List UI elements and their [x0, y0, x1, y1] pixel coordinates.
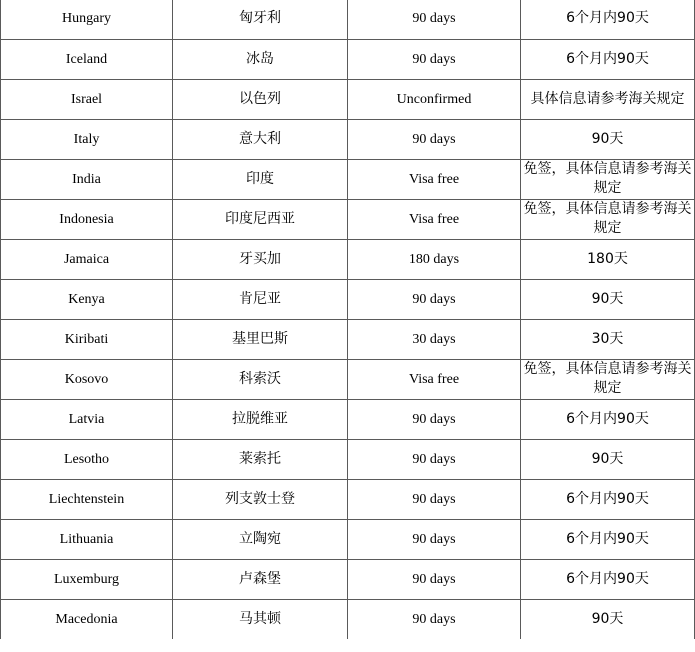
chinese-name-cell: 肯尼亚 [173, 279, 348, 319]
table-row [1, 0, 695, 39]
table-row [1, 519, 695, 559]
chinese-name-cell: 立陶宛 [173, 519, 348, 559]
table-row [1, 279, 695, 319]
stay-duration-cn-cell: 6个月内90天 [521, 399, 695, 439]
chinese-name-cell: 匈牙利 [173, 0, 348, 39]
country-name-cell: Kiribati [1, 319, 173, 359]
chinese-name-cell: 印度 [173, 159, 348, 199]
stay-duration-cn-cell: 90天 [521, 599, 695, 639]
stay-duration-cell: 90 days [348, 519, 521, 559]
chinese-name-cell: 列支敦士登 [173, 479, 348, 519]
stay-duration-cn-cell: 6个月内90天 [521, 479, 695, 519]
stay-duration-cell: 90 days [348, 119, 521, 159]
table-row [1, 239, 695, 279]
country-name-cell: Lithuania [1, 519, 173, 559]
chinese-name-cell: 基里巴斯 [173, 319, 348, 359]
stay-duration-cell: Visa free [348, 159, 521, 199]
table-row [1, 119, 695, 159]
chinese-name-cell: 冰岛 [173, 39, 348, 79]
table-row [1, 559, 695, 599]
stay-duration-cn-cell: 30天 [521, 319, 695, 359]
chinese-name-cell: 意大利 [173, 119, 348, 159]
country-name-cell: Iceland [1, 39, 173, 79]
country-name-cell: Kenya [1, 279, 173, 319]
table-row [1, 39, 695, 79]
chinese-name-cell: 科索沃 [173, 359, 348, 399]
country-name-cell: Luxemburg [1, 559, 173, 599]
visa-table-body [1, 0, 695, 639]
country-name-cell: Macedonia [1, 599, 173, 639]
stay-duration-cn-cell: 6个月内90天 [521, 0, 695, 39]
stay-duration-cell: 180 days [348, 239, 521, 279]
stay-duration-cell: 90 days [348, 439, 521, 479]
stay-duration-cn-cell: 6个月内90天 [521, 559, 695, 599]
stay-duration-cell: Visa free [348, 199, 521, 239]
stay-duration-cn-cell: 90天 [521, 439, 695, 479]
country-name-cell: Indonesia [1, 199, 173, 239]
country-name-cell: Liechtenstein [1, 479, 173, 519]
stay-duration-cell: 90 days [348, 479, 521, 519]
stay-duration-cn-cell: 90天 [521, 279, 695, 319]
country-name-cell: Latvia [1, 399, 173, 439]
stay-duration-cn-cell: 免签，具体信息请参考海关规定 [521, 199, 695, 239]
stay-duration-cell: Unconfirmed [348, 79, 521, 119]
table-row [1, 399, 695, 439]
table-row [1, 359, 695, 399]
stay-duration-cell: 90 days [348, 599, 521, 639]
stay-duration-cell: Visa free [348, 359, 521, 399]
chinese-name-cell: 牙买加 [173, 239, 348, 279]
country-name-cell: Lesotho [1, 439, 173, 479]
table-row [1, 199, 695, 239]
page-bottom-strip [0, 646, 695, 652]
stay-duration-cn-cell: 免签，具体信息请参考海关规定 [521, 359, 695, 399]
chinese-name-cell: 卢森堡 [173, 559, 348, 599]
table-row [1, 79, 695, 119]
country-name-cell: Italy [1, 119, 173, 159]
stay-duration-cell: 30 days [348, 319, 521, 359]
chinese-name-cell: 马其顿 [173, 599, 348, 639]
stay-duration-cn-cell: 6个月内90天 [521, 39, 695, 79]
stay-duration-cn-cell: 具体信息请参考海关规定 [521, 79, 695, 119]
chinese-name-cell: 莱索托 [173, 439, 348, 479]
table-row [1, 159, 695, 199]
country-name-cell: Hungary [1, 0, 173, 39]
chinese-name-cell: 印度尼西亚 [173, 199, 348, 239]
stay-duration-cell: 90 days [348, 559, 521, 599]
stay-duration-cn-cell: 180天 [521, 239, 695, 279]
stay-duration-cell: 90 days [348, 0, 521, 39]
stay-duration-cell: 90 days [348, 279, 521, 319]
stay-duration-cn-cell: 90天 [521, 119, 695, 159]
country-name-cell: Jamaica [1, 239, 173, 279]
stay-duration-cell: 90 days [348, 39, 521, 79]
table-row [1, 599, 695, 639]
table-row [1, 479, 695, 519]
table-row [1, 439, 695, 479]
country-name-cell: Kosovo [1, 359, 173, 399]
stay-duration-cn-cell: 免签，具体信息请参考海关规定 [521, 159, 695, 199]
chinese-name-cell: 拉脱维亚 [173, 399, 348, 439]
country-name-cell: Israel [1, 79, 173, 119]
stay-duration-cn-cell: 6个月内90天 [521, 519, 695, 559]
country-name-cell: India [1, 159, 173, 199]
table-row [1, 319, 695, 359]
stay-duration-cell: 90 days [348, 399, 521, 439]
chinese-name-cell: 以色列 [173, 79, 348, 119]
